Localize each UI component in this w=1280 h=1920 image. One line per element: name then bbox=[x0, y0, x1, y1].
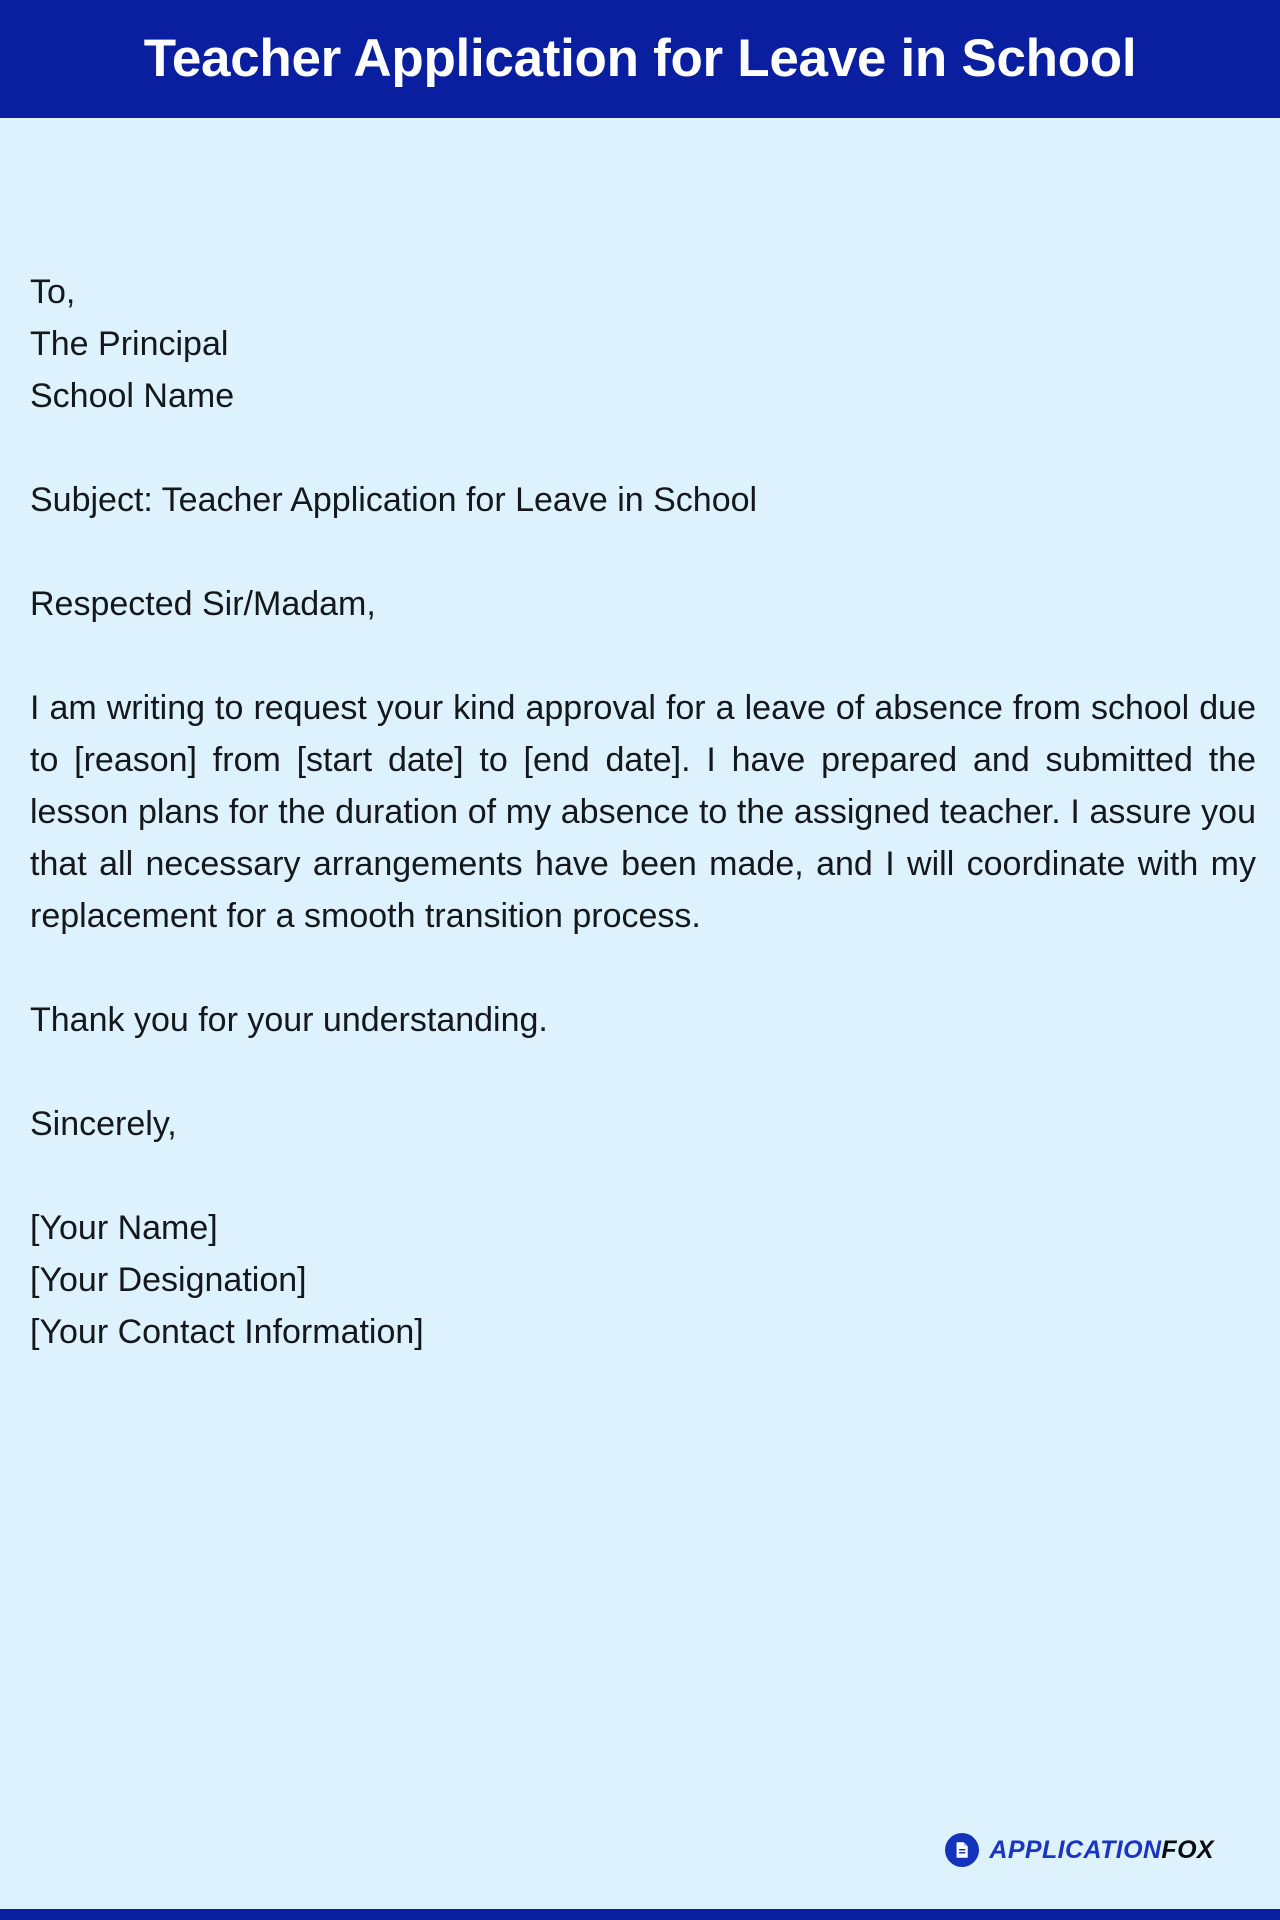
letter-body bbox=[0, 118, 1280, 1909]
closing-line: Sincerely, bbox=[30, 1105, 177, 1143]
brand-logo-text-secondary: FOX bbox=[1161, 1835, 1214, 1864]
signature-name: [Your Name] bbox=[30, 1209, 218, 1247]
body-paragraph: I am writing to request your kind approval for a leave of absence from school due to [reason] from [start date] to [end date]. I have prepared and submitted the lesson plans for the duration of my absence to the assigned teacher. I assure you that all necessary arrangements have been made, and I will coordinate with my replacement for a smooth transition process. bbox=[30, 689, 1256, 935]
thanks-line: Thank you for your understanding. bbox=[30, 1001, 548, 1039]
signature-contact: [Your Contact Information] bbox=[30, 1313, 424, 1351]
brand-logo-text-primary: APPLICATION bbox=[989, 1835, 1162, 1864]
spacer-after-salutation bbox=[30, 630, 1256, 682]
letter-content-column bbox=[30, 266, 1256, 1358]
page-title: Teacher Application for Leave in School bbox=[143, 29, 1137, 89]
subject-line: Subject: Teacher Application for Leave in School bbox=[30, 481, 758, 519]
spacer-after-address bbox=[30, 422, 1256, 474]
footer-accent-bar bbox=[0, 1909, 1280, 1920]
address-recipient-org: School Name bbox=[30, 377, 235, 415]
salutation-line: Respected Sir/Madam, bbox=[30, 585, 376, 623]
header-banner bbox=[0, 0, 1280, 118]
address-to-line: To, bbox=[30, 273, 76, 311]
address-recipient-title: The Principal bbox=[30, 325, 229, 363]
spacer-after-thanks bbox=[30, 1046, 1256, 1098]
signature-designation: [Your Designation] bbox=[30, 1261, 307, 1299]
spacer-after-closing bbox=[30, 1150, 1256, 1202]
spacer-after-body bbox=[30, 942, 1256, 994]
document-icon bbox=[945, 1833, 979, 1867]
brand-logo-text bbox=[989, 1835, 1214, 1864]
brand-logo bbox=[945, 1833, 1214, 1867]
spacer-after-subject bbox=[30, 526, 1256, 578]
